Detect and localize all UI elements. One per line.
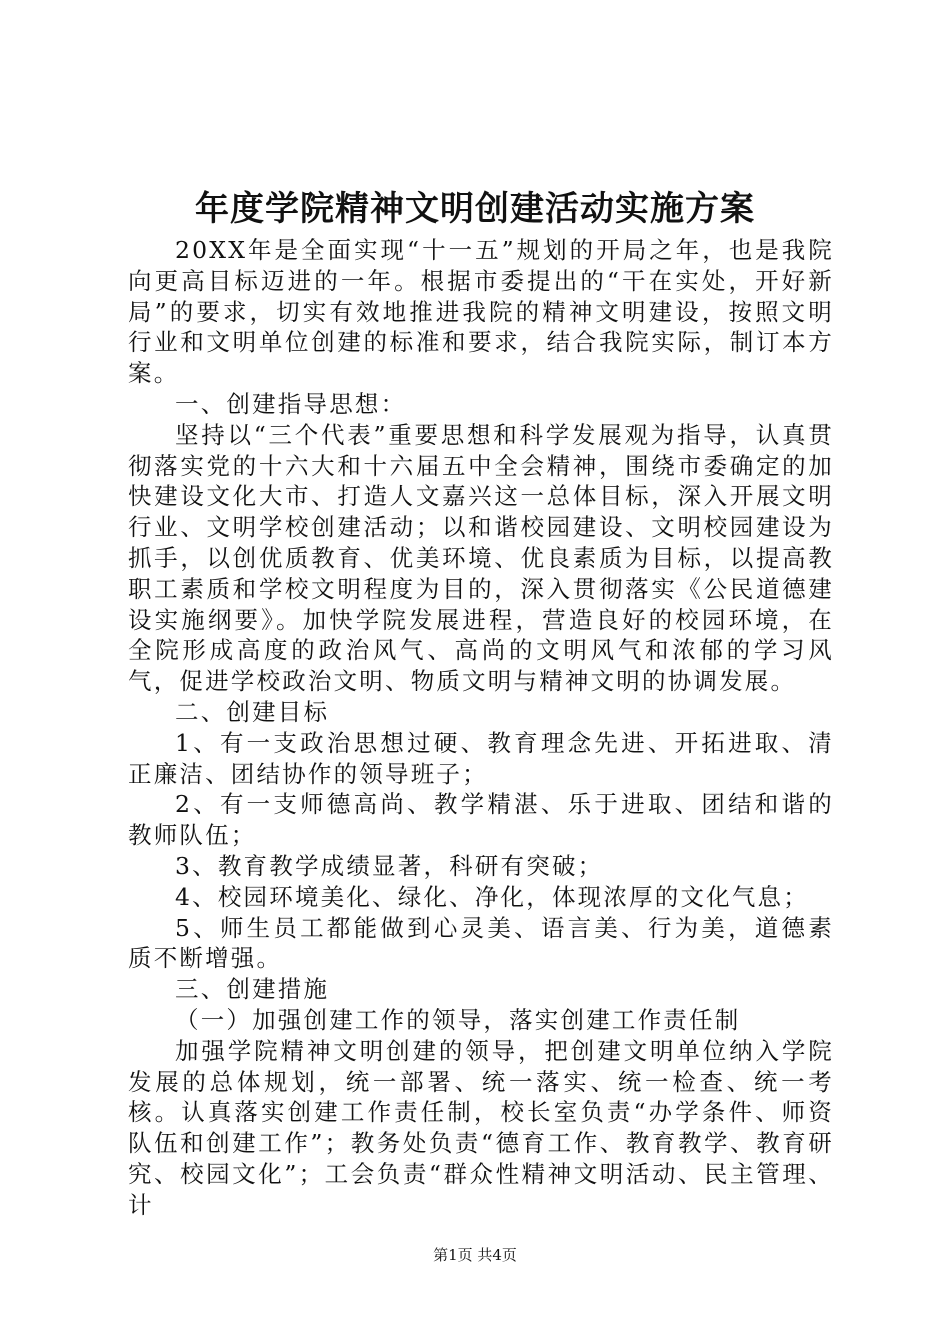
paragraph-guiding-ideology: 坚持以“三个代表”重要思想和科学发展观为指导，认真贯彻落实党的十六大和十六届五中全会精神，围绕市委确定的加快建设文化大市、打造人文嘉兴这一总体目标，深入开展文明行业、文明学校创建活动；以和谐校园建设、文明校园建设为抓手，以创优质教育、优美环境、优良素质为目标，以提高教职工素质和学校文明程度为目的，深入贯彻落实《公民道德建设实施纲要》。加快学院发展进程，营造良好的校园环境，在全院形成高度的政治风气、高尚的文明风气和浓郁的学习风气，促进学校政治文明、物质文明与精神文明的协调发展。 [128,420,834,696]
paragraph-intro: 20XX年是全面实现“十一五”规划的开局之年，也是我院向更高目标迈进的一年。根据市委提出的“干在实处，开好新局”的要求，切实有效地推进我院的精神文明建设，按照文明行业和文明单位创建的标准和要求，结合我院实际，制订本方案。 [128,236,834,388]
paragraph-leadership: 加强学院精神文明创建的领导，把创建文明单位纳入学院发展的总体规划，统一部署、统一落实、统一检查、统一考核。认真落实创建工作责任制，校长室负责“办学条件、师资队伍和创建工作”；教务处负责“德育工作、教育教学、教育研究、校园文化”；工会负责“群众性精神文明活动、民主管理、计 [128,1036,834,1219]
goal-item-5: 5、师生员工都能做到心灵美、语言美、行为美，道德素质不断增强。 [128,913,834,973]
heading-measures: 三、创建措施 [175,975,330,1004]
heading-guiding-ideology: 一、创建指导思想： [175,389,407,418]
page-number-footer: 第1页 共4页 [433,1246,517,1264]
subheading-leadership: （一）加强创建工作的领导，落实创建工作责任制 [175,1005,741,1034]
document-title: 年度学院精神文明创建活动实施方案 [195,189,755,229]
goal-item-4: 4、校园环境美化、绿化、净化，体现浓厚的文化气息； [175,882,809,911]
goal-item-1: 1、有一支政治思想过硬、教育理念先进、开拓进取、清正廉洁、团结协作的领导班子； [128,728,834,788]
document-body [128,235,834,1221]
goal-item-3: 3、教育教学成绩显著，科研有突破； [175,851,604,880]
goal-item-2: 2、有一支师德高尚、教学精湛、乐于进取、团结和谐的教师队伍； [128,790,834,850]
heading-goals: 二、创建目标 [175,697,330,726]
